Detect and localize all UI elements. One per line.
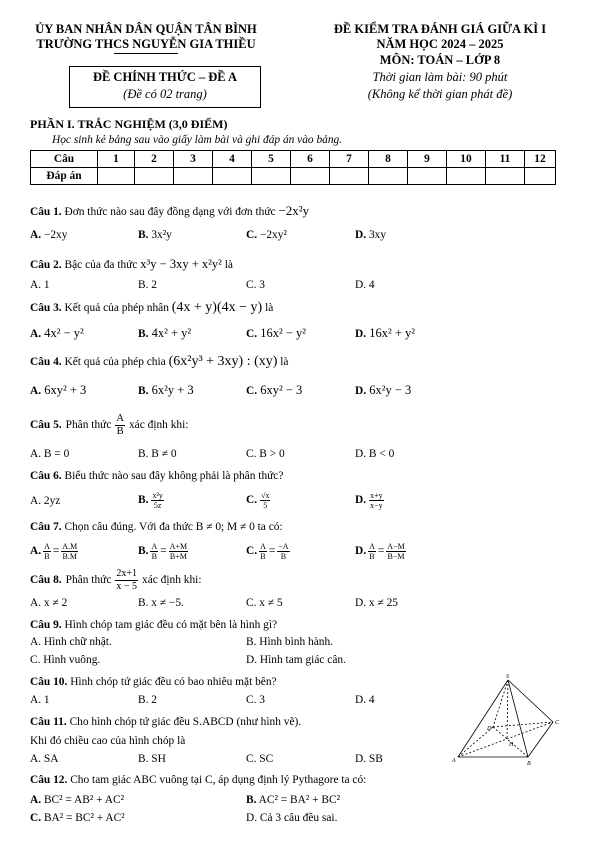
- q3-number: Câu 3.: [30, 302, 62, 314]
- answer-table-answer-row: [31, 168, 556, 185]
- answer-cell[interactable]: [369, 168, 408, 185]
- q11-number: Câu 11.: [30, 716, 67, 728]
- q3-expr: (4x + y)(4x − y): [171, 300, 263, 315]
- answer-cell[interactable]: [135, 168, 174, 185]
- q12-text: Cho tam giác ABC vuông tại C, áp dụng định lý Pythagore ta có:: [70, 774, 367, 786]
- q3-option-c[interactable]: C. 16x² − y²: [246, 326, 306, 340]
- q4-tail: là: [280, 356, 289, 368]
- q8-option-d[interactable]: D. x ≠ 25: [355, 597, 398, 609]
- q2-option-d[interactable]: D. 4: [355, 279, 375, 291]
- q10-option-c[interactable]: C. 3: [246, 694, 265, 706]
- pyramid-label-d: D: [487, 726, 492, 732]
- answer-col-number: 3: [174, 151, 213, 168]
- q6-option-b[interactable]: B. $\frac{\text{x²y}}{5z}$: [138, 490, 163, 510]
- q3-text: Kết quả của phép nhân: [64, 302, 169, 314]
- q4-number: Câu 4.: [30, 356, 62, 368]
- question-8: [30, 565, 202, 595]
- school-name: TRƯỜNG THCS NGUYỄN GIA THIỀU: [36, 37, 256, 51]
- q12-option-c[interactable]: C. BA² = BC² + AC²: [30, 812, 125, 824]
- answer-cell[interactable]: [486, 168, 525, 185]
- q5-tail: xác định khi:: [128, 419, 189, 431]
- exam-duration: Thời gian làm bài: 90 phút: [372, 70, 508, 84]
- question-7: [30, 521, 283, 533]
- q6-option-d[interactable]: D. $\frac{x+y}{x-y}$: [355, 490, 383, 510]
- q5-fraction: $\frac{A}{B}$: [116, 412, 124, 437]
- answer-col-number: 4: [213, 151, 252, 168]
- q9-option-c[interactable]: C. Hình vuông.: [30, 654, 101, 666]
- q4-option-b[interactable]: B. 6x²y + 3: [138, 383, 194, 397]
- subject: MÔN: TOÁN – LỚP 8: [379, 53, 501, 67]
- pyramid-label-b: B: [527, 761, 531, 767]
- answer-col-number: 10: [447, 151, 486, 168]
- q5-number: Câu 5.: [30, 419, 62, 431]
- q1-expr: −2x²y: [278, 203, 310, 218]
- answer-cell[interactable]: [98, 168, 135, 185]
- q3-tail: là: [265, 302, 274, 314]
- q2-option-a[interactable]: A. 1: [30, 279, 50, 291]
- question-9: [30, 619, 277, 631]
- q12-number: Câu 12.: [30, 774, 68, 786]
- school-year: NĂM HỌC 2024 – 2025: [376, 37, 504, 51]
- q3-option-a[interactable]: A. 4x² − y²: [30, 326, 84, 340]
- q9-number: Câu 9.: [30, 619, 62, 631]
- q8-fraction: $\frac{2x+1}{x - 5}$: [116, 567, 138, 592]
- answer-table-answer-label: Đáp án: [31, 168, 98, 185]
- answer-table: [30, 150, 556, 185]
- q5-option-a[interactable]: A. B = 0: [30, 448, 70, 460]
- answer-table-header-row: [31, 151, 556, 168]
- pyramid-label-h: H: [509, 742, 514, 748]
- q6-text: Biểu thức nào sau đây không phải là phân thức?: [64, 470, 284, 482]
- q7-option-a[interactable]: A. $\frac{A}{B}$ = $\frac{A.M}{B.M}$: [30, 541, 78, 561]
- q11-option-d[interactable]: D. SB: [355, 753, 383, 765]
- answer-col-number: 2: [135, 151, 174, 168]
- official-label: ĐỀ CHÍNH THỨC – ĐỀ A: [92, 70, 238, 84]
- answer-col-number: 8: [369, 151, 408, 168]
- q7-option-c[interactable]: C. $\frac{A}{B}$ = $\frac{-A}{B}$: [246, 541, 289, 561]
- q7-text: Chọn câu đúng. Với đa thức B ≠ 0; M ≠ 0 ta có:: [64, 521, 283, 533]
- q8-option-a[interactable]: A. x ≠ 2: [30, 597, 68, 609]
- answer-cell[interactable]: [174, 168, 213, 185]
- section-title: PHẦN I. TRẮC NGHIỆM (3,0 ĐIỂM): [30, 117, 228, 131]
- answer-col-number: 11: [486, 151, 525, 168]
- q9-option-d[interactable]: D. Hình tam giác cân.: [246, 654, 346, 666]
- q6-number: Câu 6.: [30, 470, 62, 482]
- answer-cell[interactable]: [330, 168, 369, 185]
- q6-option-c[interactable]: C. $\frac{√x}{5}$: [246, 490, 270, 510]
- q11-text: Cho hình chóp tứ giác đều S.ABCD (như hình vẽ).: [69, 716, 302, 728]
- q8-tail: xác định khi:: [142, 574, 202, 586]
- q9-option-b[interactable]: B. Hình bình hành.: [246, 636, 334, 648]
- q9-option-a[interactable]: A. Hình chữ nhật.: [30, 636, 112, 648]
- question-6: [30, 470, 283, 482]
- answer-table-header-label: Câu: [31, 151, 98, 168]
- question-1: [30, 203, 309, 219]
- header-underline: [114, 53, 178, 54]
- q7-option-d[interactable]: D. $\frac{A}{B}$ = $\frac{A-M}{B-M}$: [355, 541, 405, 561]
- q11-line2: Khi đó chiều cao của hình chóp là: [30, 735, 186, 747]
- q8-number: Câu 8.: [30, 574, 62, 586]
- answer-cell[interactable]: [447, 168, 486, 185]
- q10-option-b[interactable]: B. 2: [138, 694, 157, 706]
- q2-option-c[interactable]: C. 3: [246, 279, 265, 291]
- q1-text: Đơn thức nào sau đây đồng dạng với đơn thức: [64, 206, 276, 218]
- answer-cell[interactable]: [291, 168, 330, 185]
- answer-col-number: 1: [98, 151, 135, 168]
- q6-b-fraction: $\frac{\text{x²y}}{5z}$: [152, 490, 163, 510]
- q1-option-a[interactable]: A. −2xy: [30, 229, 68, 241]
- pyramid-figure: [450, 672, 562, 767]
- q8-option-c[interactable]: C. x ≠ 5: [246, 597, 283, 609]
- q10-option-d[interactable]: D. 4: [355, 694, 375, 706]
- answer-col-number: 12: [525, 151, 556, 168]
- question-5: [30, 408, 188, 442]
- answer-cell[interactable]: [213, 168, 252, 185]
- duration-note: (Không kể thời gian phát đề): [367, 87, 513, 101]
- question-3: [30, 300, 273, 316]
- answer-cell[interactable]: [525, 168, 556, 185]
- q4-option-d[interactable]: D. 6x²y − 3: [355, 383, 412, 397]
- q4-text: Kết quả của phép chia: [64, 356, 166, 368]
- q1-number: Câu 1.: [30, 206, 62, 218]
- answer-col-number: 7: [330, 151, 369, 168]
- q5-option-b[interactable]: B. B ≠ 0: [138, 448, 177, 460]
- q1-option-b[interactable]: B. 3x²y: [138, 229, 172, 241]
- q7-option-b[interactable]: B. $\frac{A}{B}$ = $\frac{A+M}{B+M}$: [138, 541, 188, 561]
- answer-col-number: 6: [291, 151, 330, 168]
- q3-option-b[interactable]: B. 4x² + y²: [138, 326, 192, 340]
- q2-option-b[interactable]: B. 2: [138, 279, 157, 291]
- q12-option-b[interactable]: B. AC² = BA² + BC²: [246, 794, 340, 806]
- q6-d-fraction: $\frac{x+y}{x-y}$: [370, 490, 383, 510]
- q12-option-d[interactable]: D. Cả 3 câu đều sai.: [246, 812, 338, 824]
- q11-option-a[interactable]: A. SA: [30, 753, 59, 765]
- q2-number: Câu 2.: [30, 259, 62, 271]
- q3-option-d[interactable]: D. 16x² + y²: [355, 326, 415, 340]
- q11-option-b[interactable]: B. SH: [138, 753, 166, 765]
- question-2: [30, 257, 233, 272]
- q11-option-c[interactable]: C. SC: [246, 753, 274, 765]
- answer-cell[interactable]: [408, 168, 447, 185]
- answer-cell[interactable]: [252, 168, 291, 185]
- q1-option-c[interactable]: C. −2xy²: [246, 229, 287, 241]
- q8-text: Phân thức: [65, 574, 112, 586]
- q6-c-fraction: $\frac{√x}{5}$: [261, 490, 270, 510]
- pyramid-label-a: A: [452, 758, 456, 764]
- question-12: [30, 774, 366, 786]
- q4-option-a[interactable]: A. 6xy² + 3: [30, 383, 87, 397]
- q5-option-c[interactable]: C. B > 0: [246, 448, 285, 460]
- pyramid-label-c: C: [555, 720, 560, 726]
- q4-option-c[interactable]: C. 6xy² − 3: [246, 383, 303, 397]
- q12-option-a[interactable]: A. BC² = AB² + AC²: [30, 794, 125, 806]
- question-10: [30, 676, 277, 688]
- q2-text: Bậc của đa thức: [64, 259, 138, 271]
- q5-option-d[interactable]: D. B < 0: [355, 448, 395, 460]
- q2-tail: là: [224, 259, 233, 271]
- q9-text: Hình chóp tam giác đều có mặt bên là hình gì?: [64, 619, 278, 631]
- q10-option-a[interactable]: A. 1: [30, 694, 50, 706]
- q10-text: Hình chóp tứ giác đều có bao nhiêu mặt bên?: [70, 676, 277, 688]
- committee-name: ỦY BAN NHÂN DÂN QUẬN TÂN BÌNH: [35, 22, 257, 36]
- q5-text: Phân thức: [65, 419, 112, 431]
- q6-option-a[interactable]: A. 2yz: [30, 495, 61, 507]
- exam-title: ĐỀ KIỂM TRA ĐÁNH GIÁ GIỮA KÌ I: [333, 22, 547, 36]
- q2-expr: x³y − 3xy + x²y²: [140, 257, 222, 271]
- pyramid-label-s: S: [506, 674, 509, 680]
- q10-number: Câu 10.: [30, 676, 68, 688]
- answer-col-number: 9: [408, 151, 447, 168]
- q4-expr: (6x²y³ + 3xy) : (xy): [168, 354, 278, 369]
- q7-number: Câu 7.: [30, 521, 62, 533]
- q8-option-b[interactable]: B. x ≠ −5.: [138, 597, 184, 609]
- answer-col-number: 5: [252, 151, 291, 168]
- question-11: [30, 716, 301, 728]
- q1-option-d[interactable]: D. 3xy: [355, 229, 387, 241]
- question-4: [30, 354, 289, 370]
- section-instruction: Học sinh kẻ bảng sau vào giấy làm bài và ghi đáp án vào bảng.: [52, 134, 343, 146]
- pages-note: (Đề có 02 trang): [123, 87, 207, 101]
